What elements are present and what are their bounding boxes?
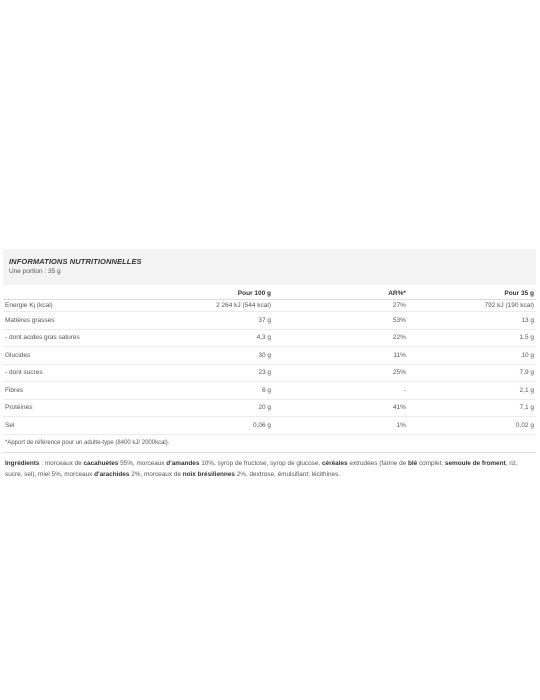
value-per-100g: 2 264 kJ (544 kcal) <box>201 300 273 312</box>
portion-size: Une portion : 35 g <box>9 268 61 275</box>
column-header-per-100g: Pour 100 g <box>201 289 273 300</box>
value-ar-percent: 27% <box>273 300 408 312</box>
value-per-100g: 6 g <box>201 382 273 400</box>
table-row <box>3 347 536 365</box>
ingredient-highlight: céréales <box>321 459 348 467</box>
value-per-35g: 10 g <box>408 347 536 365</box>
nutrition-table-body <box>3 300 536 435</box>
nutrient-label: Energie Kj (kcal) <box>3 300 201 312</box>
ingredient-text: 55%, morceaux <box>118 459 167 467</box>
ingredient-text: extrudées (farine de <box>347 459 408 467</box>
ingredient-highlight: blé <box>407 459 418 467</box>
ingredient-highlight: noix brésiliennes <box>182 470 235 478</box>
nutrition-panel <box>3 249 536 480</box>
value-per-35g: 13 g <box>408 312 536 330</box>
nutrition-table <box>3 289 536 435</box>
value-per-100g: 30 g <box>201 347 273 365</box>
table-row <box>3 300 536 312</box>
value-per-100g: 23 g <box>201 364 273 382</box>
nutrient-label: - dont sucres <box>3 364 201 382</box>
column-header-per-35g: Pour 35 g <box>408 289 536 300</box>
nutrient-label: Sel <box>3 417 201 435</box>
value-per-35g: 7,9 g <box>408 364 536 382</box>
nutrient-label: Fibres <box>3 382 201 400</box>
nutrient-label: Protéines <box>3 399 201 417</box>
ingredient-text: 2%, dextrose, émulsifiant: lécithines. <box>234 470 341 478</box>
ingredient-text: , riz, sucre, sel), miel 5%, morceaux <box>5 459 518 478</box>
value-per-35g: 0,02 g <box>408 417 536 435</box>
value-per-35g: 1,5 g <box>408 329 536 347</box>
value-per-100g: 20 g <box>201 399 273 417</box>
value-per-100g: 0,06 g <box>201 417 273 435</box>
ingredient-highlight: d'amandes <box>166 459 200 467</box>
table-row <box>3 382 536 400</box>
ingredient-text: 2%, morceaux de <box>129 470 183 478</box>
nutrition-header <box>3 249 536 285</box>
value-ar-percent: 22% <box>273 329 408 347</box>
table-row <box>3 364 536 382</box>
table-row <box>3 399 536 417</box>
column-header-ar: AR%* <box>273 289 408 300</box>
nutrient-label: Glucides <box>3 347 201 365</box>
section-title: INFORMATIONS NUTRITIONNELLES <box>9 257 142 266</box>
value-per-100g: 37 g <box>201 312 273 330</box>
ingredient-text: : morceaux de <box>39 459 84 467</box>
ingredients-label: Ingrédients <box>5 459 40 467</box>
value-per-35g: 7,1 g <box>408 399 536 417</box>
value-ar-percent: 41% <box>273 399 408 417</box>
nutrient-label: Matières grasses <box>3 312 201 330</box>
ingredient-highlight: semoule de froment <box>444 459 506 467</box>
value-ar-percent: 25% <box>273 364 408 382</box>
value-per-100g: 4,3 g <box>201 329 273 347</box>
table-row <box>3 329 536 347</box>
ingredients-list <box>5 460 518 478</box>
nutrient-label: - dont acides gras saturés <box>3 329 201 347</box>
table-row <box>3 417 536 435</box>
ingredient-highlight: d'arachides <box>94 470 130 478</box>
table-row <box>3 312 536 330</box>
value-per-35g: 792 kJ (190 kcal) <box>408 300 536 312</box>
reference-footnote: *Apport de référence pour un adulte-type (8400 kJ/ 2000kcal). <box>3 435 536 453</box>
value-ar-percent: - <box>273 382 408 400</box>
value-ar-percent: 11% <box>273 347 408 365</box>
ingredient-text: 10%, syrop de fructose, syrop de glucose, <box>199 459 322 467</box>
ingredients-text <box>3 453 527 480</box>
value-ar-percent: 1% <box>273 417 408 435</box>
value-ar-percent: 53% <box>273 312 408 330</box>
column-header-nutrient <box>3 289 201 300</box>
value-per-35g: 2,1 g <box>408 382 536 400</box>
ingredient-text: complet, <box>417 459 445 467</box>
ingredient-highlight: cacahuètes <box>83 459 119 467</box>
table-header-row <box>3 289 536 300</box>
